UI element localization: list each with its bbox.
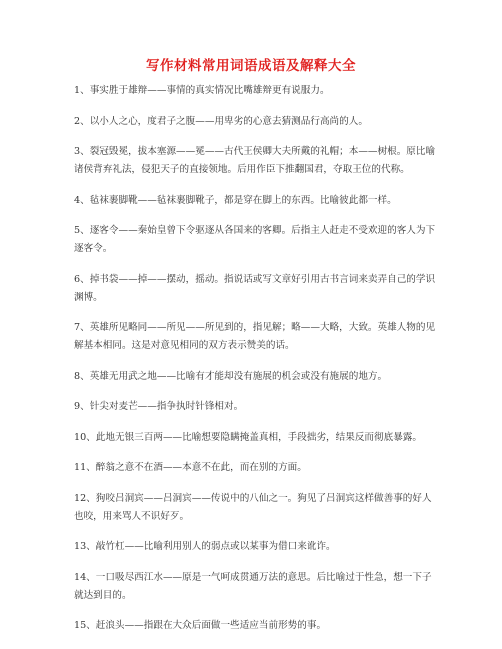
- list-item: 10、此地无银三百两——比喻想要隐瞒掩盖真相，手段拙劣，结果反而彻底暴露。: [74, 431, 422, 443]
- list-item: 4、毡袜裹脚靴——毡袜裹脚靴子，都是穿在脚上的东西。比喻彼此都一样。: [74, 194, 397, 206]
- list-item: 5、逐客令——秦始皇曾下令驱逐从各国来的客卿。后指主人赶走不受欢迎的客人为下逐客令。: [74, 225, 436, 254]
- list-item: 9、针尖对麦芒——指争执时针锋相对。: [74, 401, 244, 412]
- list-item: 2、以小人之心，度君子之腹——用卑劣的心意去猜测品行高尚的人。: [74, 115, 368, 127]
- list-item: 12、狗咬吕洞宾——吕洞宾——传说中的八仙之一。狗见了吕洞宾这样做善事的好人也咬，用来骂人不识好歹。: [74, 492, 432, 522]
- list-item: 13、敲竹杠——比喻利用别人的弱点或以某事为借口来讹诈。: [74, 541, 336, 552]
- document-title: 写作材料常用词语成语及解释大全: [146, 58, 356, 74]
- list-item: 8、英雄无用武之地——比喻有才能却没有施展的机会或没有施展的地方。: [74, 370, 388, 382]
- list-item: 14、一口吸尽西江水——原是一气呵成贯通万法的意思。后比喻过于性急，想一下子就达到目的。: [74, 571, 432, 601]
- list-item: 15、赶浪头——指跟在大众后面做一些适应当前形势的事。: [74, 620, 327, 631]
- list-item: 7、英雄所见略同——所见——所见到的，指见解；略——大略，大致。英雄人物的见解基本相同。这是对意见相同的双方表示赞美的话。: [74, 322, 436, 351]
- list-item: 6、掉书袋——掉——摆动，摇动。指说话或写文章好引用古书言词来卖弄自己的学识渊博。: [74, 273, 436, 303]
- list-item: 11、醉翁之意不在酒——本意不在此，而在别的方面。: [74, 462, 307, 473]
- list-item: 3、裂冠毁冕，拔本塞源——冕——古代王侯卿大夫所戴的礼帽；本——树根。原比喻诸侯背弃礼法，侵犯天子的直接领地。后用作臣下推翻国君，夺取王位的代称。: [74, 146, 436, 175]
- list-item: 1、事实胜于雄辩——事情的真实情况比嘴雄辩更有说服力。: [74, 85, 330, 96]
- entry-list: [74, 82, 440, 648]
